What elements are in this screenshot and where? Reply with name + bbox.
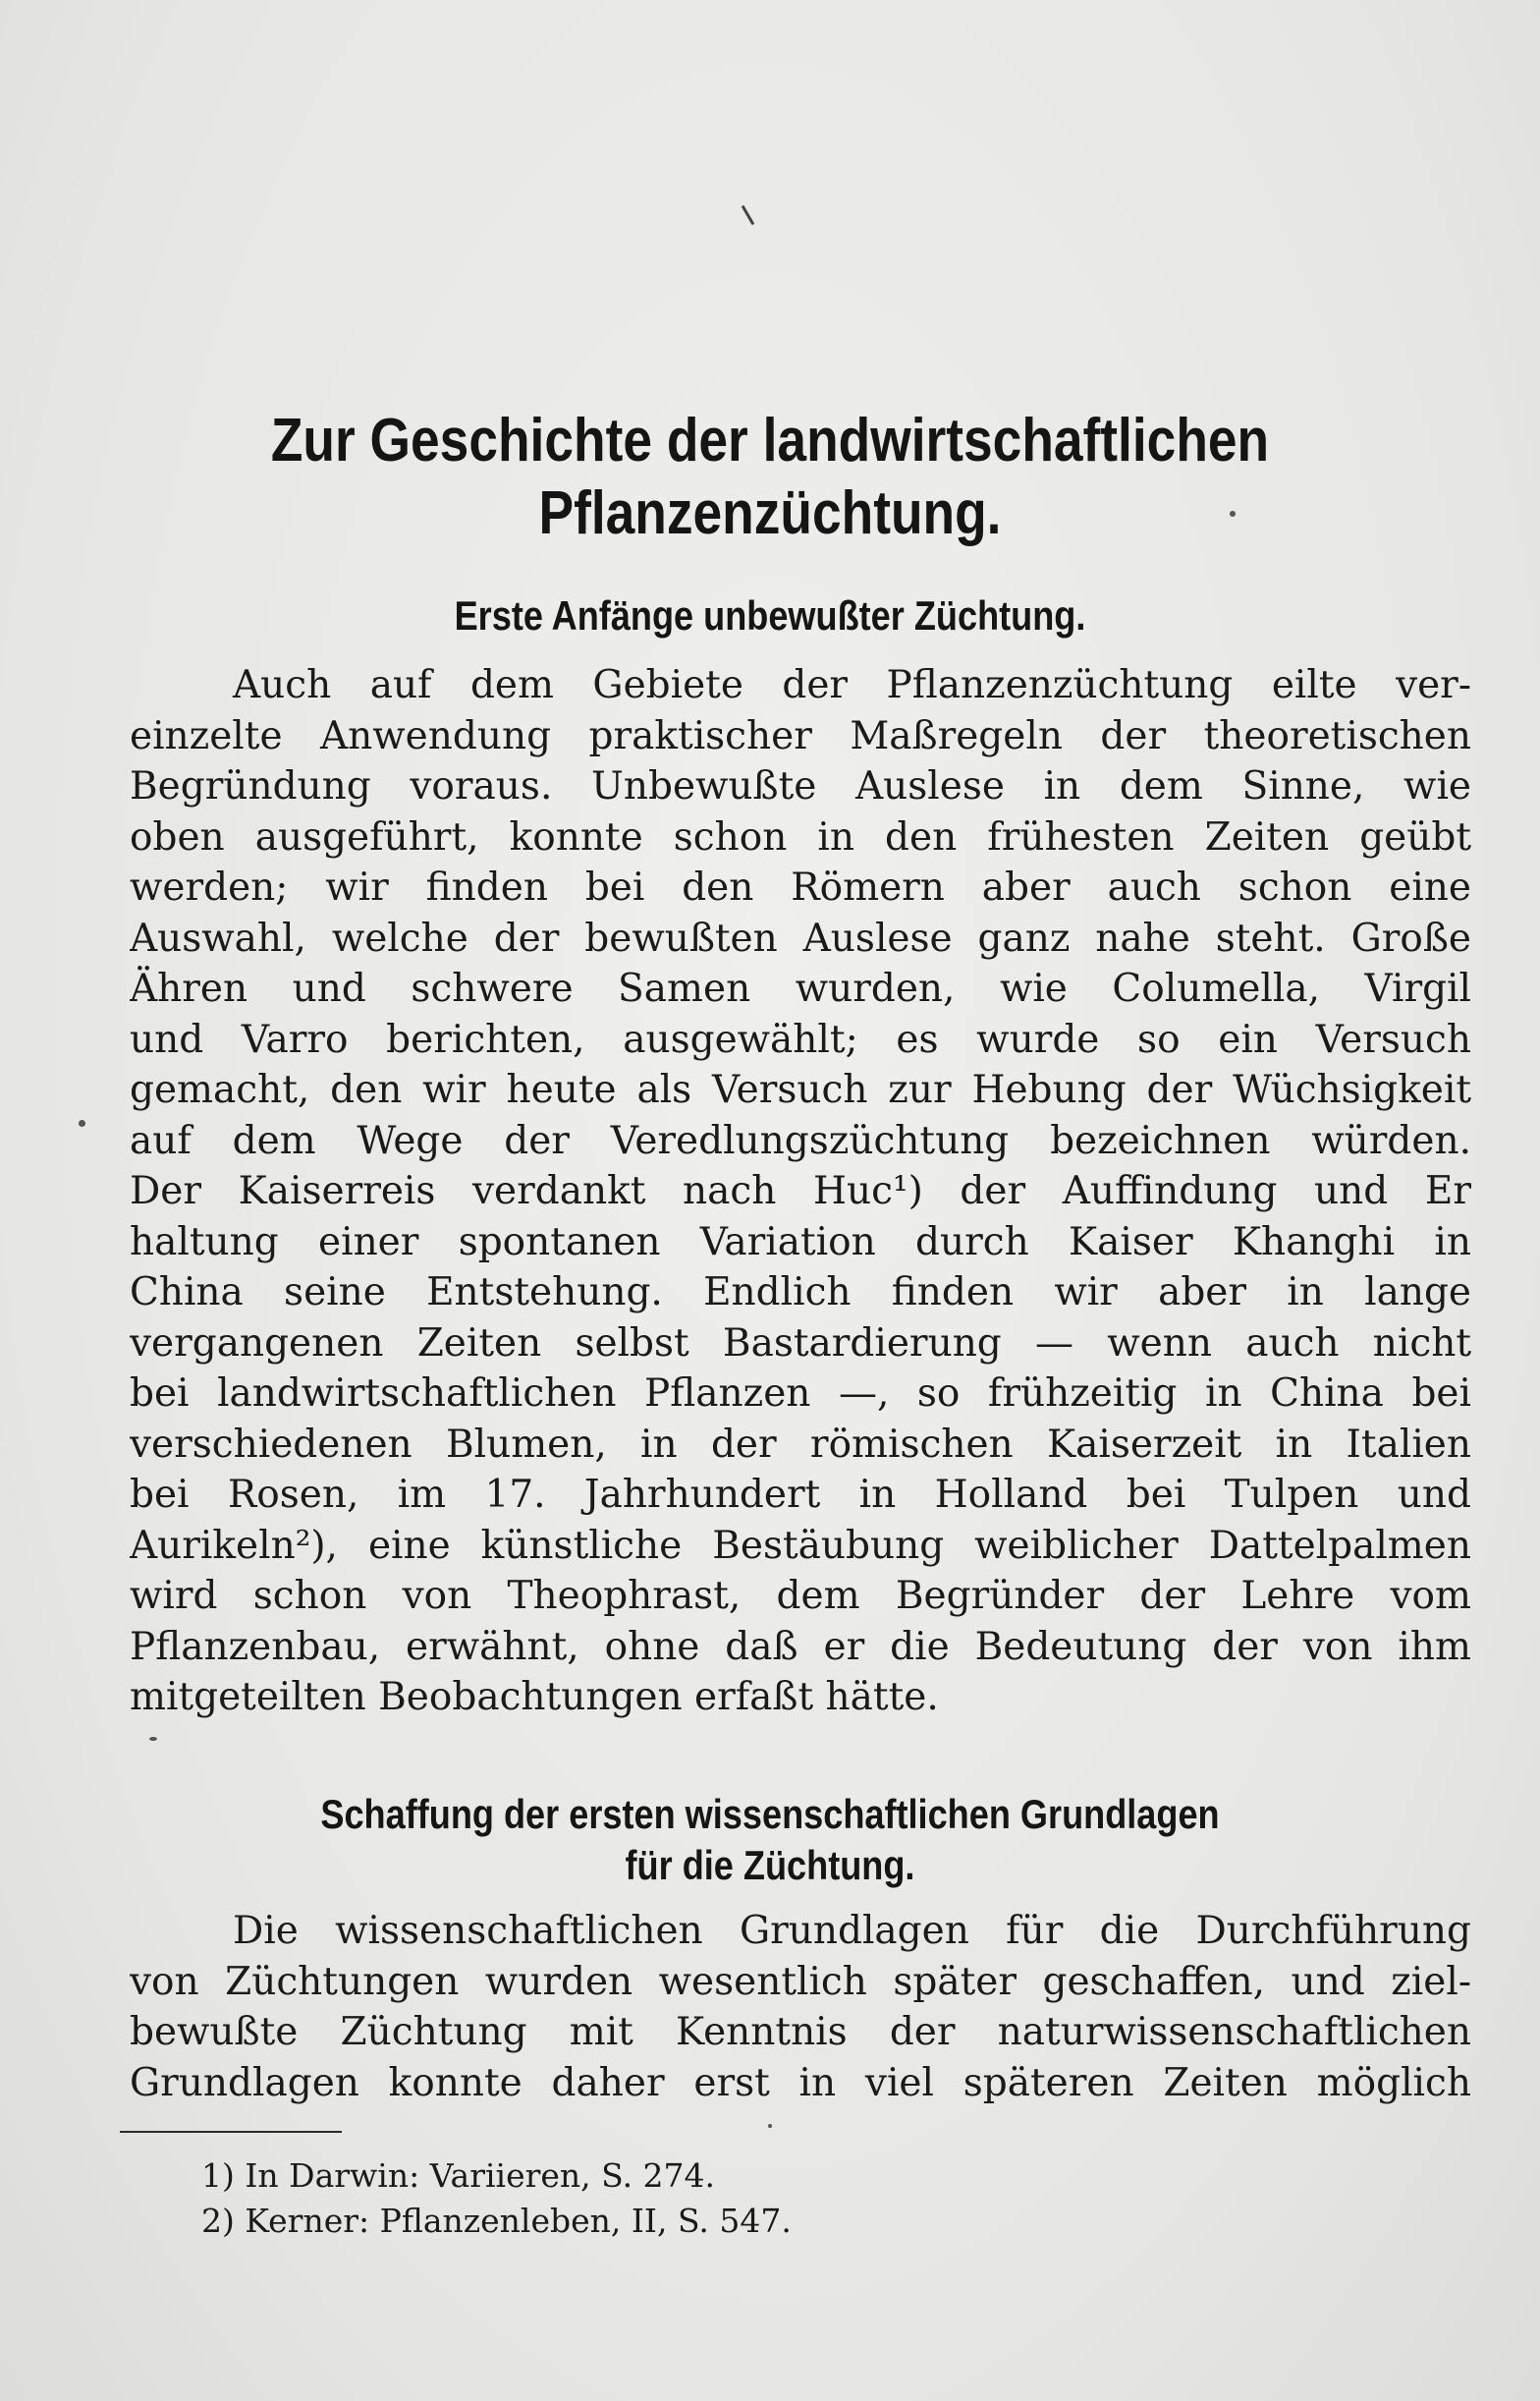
footnotes <box>201 2153 1085 2244</box>
paper-speck <box>1230 511 1236 517</box>
text-line: oben ausgeführt, konnte schon in den frühesten Zeiten geübt <box>130 814 1471 860</box>
text-line: einzelte Anwendung praktischer Maßregeln der theoretischen <box>130 713 1471 758</box>
footnote-text: In Darwin: Variieren, S. 274. <box>245 2156 716 2195</box>
text-line: Pflanzenbau, erwähnt, ohne daß er die Bedeutung der von ihm <box>130 1624 1471 1669</box>
text-line: werden; wir finden bei den Römern aber auch schon eine <box>130 865 1471 910</box>
text-line: Der Kaiserreis verdankt nach Huc¹) der Auffindung und Er <box>130 1169 1471 1213</box>
text-line: China seine Entstehung. Endlich finden wir aber in lange <box>130 1270 1471 1314</box>
text-line: von Züchtungen wurden wesentlich später geschaffen, und ziel- <box>130 1959 1471 2004</box>
text-line: mitgeteilten Beobachtungen erfaßt hätte. <box>130 1675 939 1719</box>
text-line: bei landwirtschaftlichen Pflanzen —, so frühzeitig in China bei <box>130 1371 1471 1416</box>
text-line: und Varro berichten, ausgewählt; es wurde so ein Versuch <box>130 1017 1471 1062</box>
text-line: bei Rosen, im 17. Jahrhundert in Holland bei Tulpen und <box>130 1473 1471 1517</box>
text-line: Aurikeln²), eine künstliche Bestäubung weiblicher Dattelpalmen <box>130 1523 1471 1568</box>
text-line: verschiedenen Blumen, in der römischen Kaiserzeit in Italien <box>130 1422 1471 1467</box>
footnote-text: Kerner: Pflanzenleben, II, S. 547. <box>245 2202 792 2240</box>
page-title-line-2: Pflanzenzüchtung. <box>538 479 1002 547</box>
text-line: Grundlagen konnte daher erst in viel späteren Zeiten möglich <box>130 2060 1471 2105</box>
section-heading-2-line-2: für die Züchtung. <box>625 1842 915 1888</box>
text-line: Auswahl, welche der bewußten Auslese ganz nahe steht. Große <box>130 916 1471 961</box>
paper-speck <box>768 2124 772 2128</box>
text-line: Ähren und schwere Samen wurden, wie Columella, Virgil <box>130 967 1471 1011</box>
section-2-paragraph <box>130 1906 1471 2108</box>
text-line: vergangenen Zeiten selbst Bastardierung — wenn auch nicht <box>130 1320 1471 1366</box>
section-heading-1: Erste Anfänge unbewußter Züchtung. <box>454 592 1086 639</box>
footnote-mark: 2) <box>201 2202 235 2240</box>
section-heading-2-line-1: Schaffung der ersten wissenschaftlichen Grundlagen <box>320 1791 1220 1837</box>
footnote-1 <box>201 2153 1085 2199</box>
footnote-2 <box>201 2199 1085 2244</box>
text-line: Auch auf dem Gebiete der Pflanzenzüchtung eilte ver- <box>233 663 1471 707</box>
text-line: Die wissenschaftlichen Grundlagen für die Durchführung <box>233 1909 1471 1953</box>
text-line: bewußte Züchtung mit Kenntnis der naturwissenschaftlichen <box>130 2010 1471 2054</box>
paper-speck <box>79 1120 85 1127</box>
footnote-divider <box>120 2131 342 2133</box>
page-title-line-1: Zur Geschichte der landwirtschaftlichen <box>270 407 1270 475</box>
text-line: wird schon von Theophrast, dem Begründer der Lehre vom <box>130 1574 1471 1618</box>
text-line: Begründung voraus. Unbewußte Auslese in dem Sinne, wie <box>130 764 1471 809</box>
text-line: auf dem Wege der Veredlungszüchtung bezeichnen würden. <box>130 1118 1471 1163</box>
paper-mark <box>742 205 755 226</box>
section-1-paragraph <box>130 660 1471 1723</box>
text-line: haltung einer spontanen Variation durch Kaiser Khanghi in <box>130 1219 1471 1264</box>
footnote-mark: 1) <box>201 2156 235 2195</box>
paper-speck <box>149 1737 157 1741</box>
text-line: gemacht, den wir heute als Versuch zur Hebung der Wüchsigkeit <box>130 1068 1471 1112</box>
